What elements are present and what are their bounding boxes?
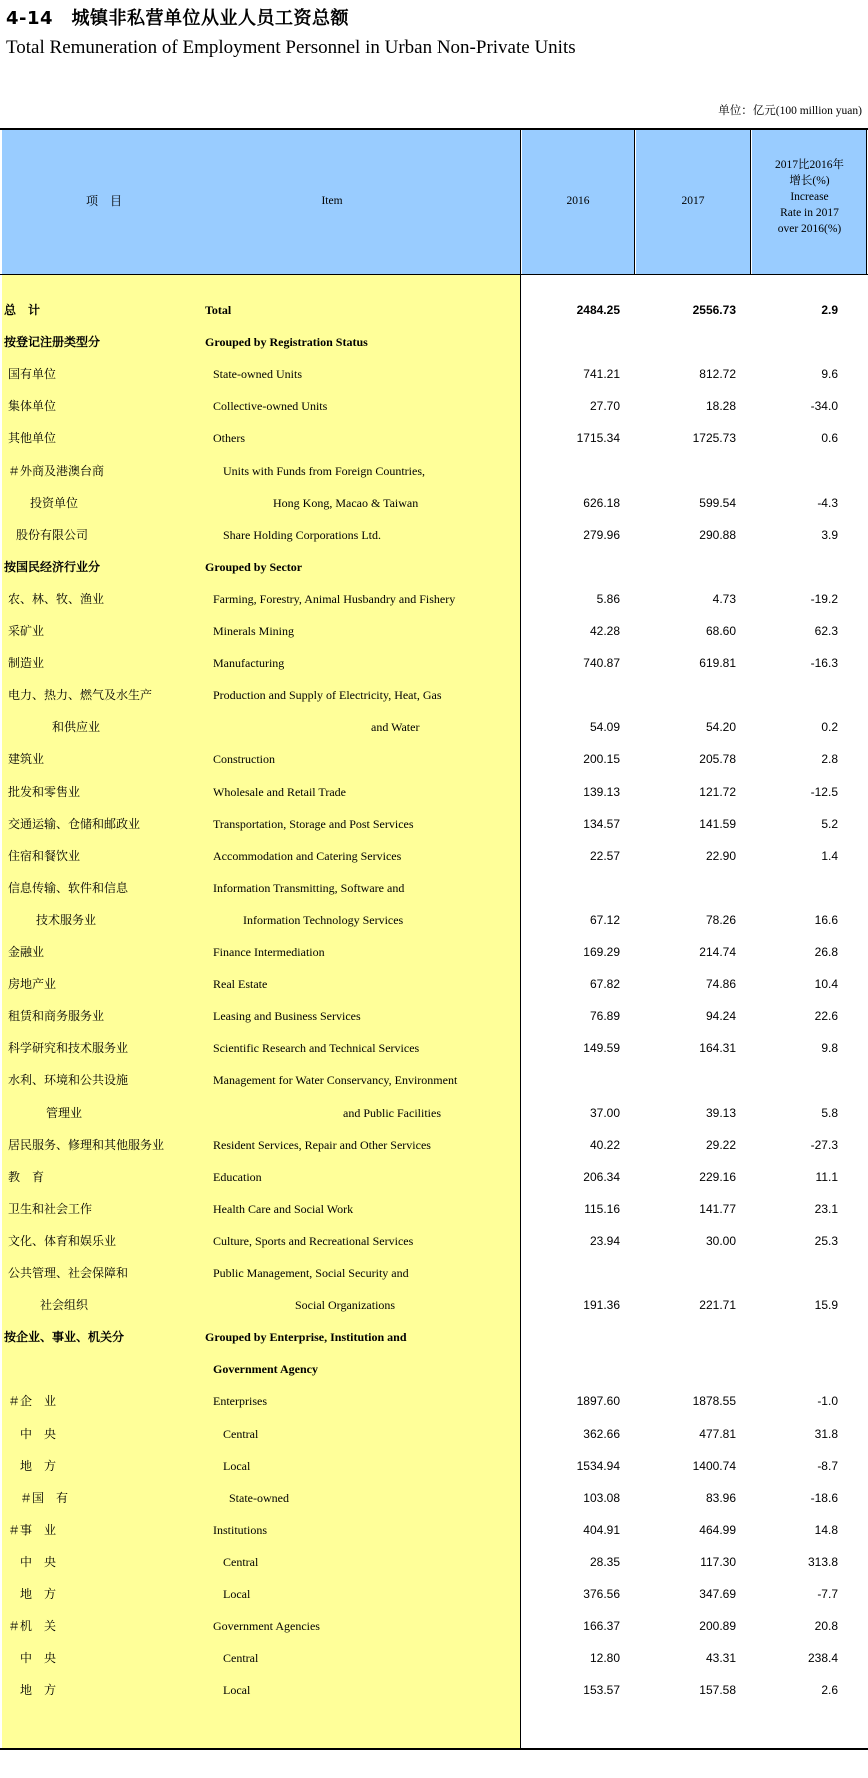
row-label-en: Enterprises [213,1394,267,1409]
value-growth-rate: 31.8 [814,1426,838,1441]
row-label-en: Grouped by Registration Status [205,335,368,350]
value-2017: 30.00 [705,1233,736,1248]
header-rate [752,157,867,237]
value-growth-rate: -18.6 [810,1490,838,1505]
row-label-en: State-owned Units [213,367,302,382]
row-label-en: Grouped by Enterprise, Institution and [205,1330,407,1345]
table-row [0,1516,868,1544]
table-row [0,296,868,324]
row-label-en: Information Transmitting, Software and [213,880,405,895]
row-label-cn: 科学研究和技术服务业 [8,1041,129,1056]
value-2016: 67.82 [589,977,620,992]
row-label-en: Health Care and Social Work [213,1201,354,1216]
row-label-cn: 制造业 [8,656,45,671]
row-label-en: Collective-owned Units [213,399,328,414]
value-2016: 23.94 [589,1233,620,1248]
row-label-en: Farming, Forestry, Animal Husbandry and Fishery [213,591,456,606]
row-label-cn: 地 方 [20,1683,57,1698]
row-label-cn: 信息传输、软件和信息 [8,880,129,895]
table-row [0,1034,868,1062]
row-label-en: Production and Supply of Electricity, Heat, Gas [213,688,442,703]
value-2017: 619.81 [699,656,736,671]
value-2016: 40.22 [589,1137,620,1152]
value-2017: 164.31 [699,1041,736,1056]
row-label-en: Total [205,303,232,317]
table-row [0,842,868,870]
table-row [0,1580,868,1608]
value-growth-rate: 22.6 [814,1009,838,1024]
value-2016: 2484.25 [576,303,620,317]
column-divider [866,128,867,274]
table-row [0,1612,868,1640]
value-2017: 347.69 [699,1587,736,1601]
header-item-cn: 项 目 [85,194,122,208]
row-label-en: Management for Water Conservancy, Environment [213,1073,458,1088]
row-label-en: Local [223,1587,251,1601]
table-row [0,713,868,741]
value-2017: 1878.55 [692,1394,736,1409]
row-label-en: Culture, Sports and Recreational Services [213,1233,414,1248]
row-label-cn: 金融业 [8,945,45,959]
row-label-cn: 农、林、牧、渔业 [8,591,105,606]
table-row [0,681,868,709]
row-label-en: Social Organizations [295,1298,396,1313]
row-label-en: Leasing and Business Services [213,1009,361,1024]
row-label-cn: 集体单位 [8,399,57,414]
row-label-cn: 文化、体育和娱乐业 [8,1233,117,1248]
value-2016: 149.59 [583,1041,620,1056]
value-2017: 74.86 [705,977,736,992]
value-growth-rate: 9.6 [821,367,838,382]
value-growth-rate: 16.6 [814,912,838,927]
header-rate-line: 增长(%) [789,175,830,187]
value-2017: 68.60 [705,624,736,638]
table-row [0,1644,868,1672]
value-growth-rate: -12.5 [810,784,838,799]
row-label-cn: 卫生和社会工作 [8,1201,93,1216]
value-growth-rate: 5.8 [821,1105,838,1120]
row-label-cn: 技术服务业 [36,912,97,927]
statistics-table [0,128,868,1750]
row-label-cn: 中 央 [20,1554,57,1569]
row-label-cn: 其他单位 [8,431,57,446]
row-label-cn: 投资单位 [30,495,79,510]
header-item-en: Item [321,195,343,207]
table-row [0,617,868,645]
table-row [0,489,868,517]
header-rule [0,274,868,275]
column-divider [634,128,635,274]
table-row [0,521,868,549]
value-2017: 157.58 [699,1683,736,1698]
value-2016: 191.36 [583,1298,620,1313]
value-2016: 54.09 [589,720,620,735]
value-2017: 214.74 [699,945,736,959]
row-label-en: Construction [213,752,275,767]
table-row [0,906,868,934]
row-label-cn: ＃企 业 [8,1394,57,1409]
value-2016: 362.66 [583,1426,620,1441]
row-label-en: Manufacturing [213,656,285,671]
value-2017: 812.72 [699,367,736,382]
table-row [0,424,868,452]
value-growth-rate: 62.3 [814,624,838,638]
value-growth-rate: 2.6 [821,1683,838,1698]
value-growth-rate: 2.8 [821,752,838,767]
value-2016: 139.13 [583,784,620,799]
value-2017: 83.96 [705,1490,736,1505]
row-label-en: Public Management, Social Security and [213,1266,409,1280]
value-growth-rate: 1.4 [821,848,838,863]
row-label-en: Grouped by Sector [205,559,303,574]
table-row [0,1548,868,1576]
row-label-en: Scientific Research and Technical Services [213,1041,420,1056]
row-label-cn: 住宿和餐饮业 [8,848,81,863]
table-row [0,778,868,806]
value-2017: 221.71 [699,1298,736,1313]
table-row [0,1131,868,1159]
row-label-en: Others [213,431,245,446]
value-2016: 376.56 [583,1587,620,1601]
table-row [0,1676,868,1704]
row-label-en: Hong Kong, Macao & Taiwan [273,495,419,510]
column-divider [750,128,751,274]
table-row [0,970,868,998]
row-label-cn: 房地产业 [8,977,57,992]
table-row [0,1099,868,1127]
value-growth-rate: 0.6 [821,431,838,446]
row-label-cn: 建筑业 [8,752,45,767]
value-2017: 4.73 [712,591,736,606]
value-2017: 43.31 [705,1651,736,1666]
row-label-en: Institutions [213,1522,268,1537]
value-2016: 42.28 [589,624,620,638]
row-label-cn: 采矿业 [8,624,45,638]
header-rate-line: over 2016(%) [777,223,842,235]
table-row [0,553,868,581]
value-2016: 67.12 [589,912,620,927]
value-2017: 141.59 [699,816,736,831]
table-row [0,745,868,773]
row-label-en: Share Holding Corporations Ltd. [223,527,381,542]
value-2017: 229.16 [699,1169,736,1184]
value-2016: 206.34 [583,1169,620,1184]
row-label-cn: 按登记注册类型分 [4,335,101,350]
row-label-en: Central [223,1426,259,1441]
row-label-cn: 租赁和商务服务业 [8,1009,105,1024]
row-label-cn: 按企业、事业、机关分 [4,1330,125,1345]
table-title-cn: 4-14 城镇非私营单位从业人员工资总额 [6,8,350,29]
header-2016-cell [522,128,634,274]
value-growth-rate: -7.7 [817,1587,838,1601]
value-2016: 115.16 [584,1201,620,1216]
value-2016: 27.70 [589,399,620,414]
row-label-en: Finance Intermediation [213,945,325,959]
row-label-cn: 和供应业 [52,720,101,735]
value-2017: 94.24 [705,1009,736,1024]
value-2017: 2556.73 [692,303,736,317]
value-2017: 290.88 [699,527,736,542]
value-2016: 1534.94 [576,1458,620,1473]
table-row [0,1163,868,1191]
table-row [0,1452,868,1480]
row-label-cn: ＃国 有 [20,1490,69,1505]
table-row [0,1355,868,1383]
row-label-en: Information Technology Services [243,912,404,927]
table-title-en: Total Remuneration of Employment Personnel in Urban Non-Private Units [6,37,576,58]
header-2017-cell [636,128,750,274]
header-rate-cell [752,128,867,274]
value-growth-rate: -8.7 [817,1458,838,1473]
row-label-cn: 水利、环境和公共设施 [8,1073,129,1088]
row-label-en: Central [223,1554,259,1569]
table-row [0,585,868,613]
value-2017: 200.89 [699,1619,736,1634]
value-growth-rate: -34.0 [810,399,838,414]
value-2016: 404.91 [583,1522,620,1537]
table-row [0,1002,868,1030]
row-label-cn: ＃机 关 [8,1619,57,1634]
value-growth-rate: 2.9 [821,303,838,317]
value-2016: 1897.60 [576,1394,620,1409]
row-label-en: Minerals Mining [213,624,294,638]
row-label-cn: 中 央 [20,1426,57,1441]
row-label-en: and Water [371,720,420,735]
value-growth-rate: -19.2 [810,591,838,606]
value-2016: 626.18 [583,495,620,510]
header-rate-line: Increase [790,191,829,203]
value-2017: 29.22 [705,1137,736,1152]
row-label-cn: 中 央 [20,1651,57,1666]
value-2017: 477.81 [699,1426,736,1441]
value-2016: 166.37 [583,1619,620,1634]
value-2017: 18.28 [705,399,736,414]
value-growth-rate: -27.3 [810,1137,838,1152]
table-row [0,392,868,420]
value-2017: 1400.74 [692,1458,736,1473]
value-2016: 5.86 [596,591,620,606]
table-row [0,457,868,485]
row-label-en: Resident Services, Repair and Other Services [213,1137,431,1152]
value-2016: 22.57 [589,848,620,863]
table-row [0,1387,868,1415]
row-label-cn: 社会组织 [40,1298,89,1313]
value-2017: 54.20 [705,720,736,735]
table-row [0,1420,868,1448]
value-2016: 200.15 [583,752,620,767]
header-rate-line: 2017比2016年 [775,159,844,171]
row-label-cn: 股份有限公司 [16,527,89,542]
value-2017: 205.78 [699,752,736,767]
table-row [0,1259,868,1287]
value-2017: 121.72 [699,784,736,799]
value-growth-rate: 25.3 [814,1233,838,1248]
value-2017: 464.99 [699,1522,736,1537]
unit-note: 单位：亿元(100 million yuan) [718,105,862,117]
value-growth-rate: 11.1 [815,1169,838,1184]
table-row [0,328,868,356]
header-2017: 2017 [681,195,705,207]
row-label-en: Central [223,1651,259,1666]
row-label-cn: 电力、热力、燃气及水生产 [8,688,153,703]
row-label-en: and Public Facilities [343,1105,441,1120]
value-2017: 117.30 [700,1554,736,1569]
table-row [0,1227,868,1255]
value-2016: 153.57 [583,1683,620,1698]
row-label-cn: 交通运输、仓储和邮政业 [8,816,141,831]
row-label-cn: 批发和零售业 [8,784,81,799]
row-label-cn: 国有单位 [8,367,57,382]
row-label-cn: 总 计 [4,303,41,317]
row-label-cn: 管理业 [46,1105,83,1120]
row-label-en: Education [213,1169,262,1184]
table-row [0,874,868,902]
row-label-en: Wholesale and Retail Trade [213,784,346,799]
value-2017: 1725.73 [692,431,736,446]
value-2016: 28.35 [589,1554,620,1569]
header-item-cell [2,128,520,274]
table-row [0,1291,868,1319]
value-growth-rate: 0.2 [821,720,838,735]
table-row [0,938,868,966]
value-growth-rate: 15.9 [814,1298,838,1313]
value-growth-rate: 9.8 [821,1041,838,1056]
row-label-en: Real Estate [213,977,268,992]
value-2016: 37.00 [589,1105,620,1120]
row-label-cn: 公共管理、社会保障和 [8,1266,129,1280]
table-row [0,1323,868,1351]
row-label-en: State-owned [229,1490,289,1505]
table-row [0,1195,868,1223]
top-rule [0,128,868,130]
table-row [0,810,868,838]
bottom-rule [0,1748,868,1750]
value-growth-rate: -1.0 [817,1394,838,1409]
table-row [0,360,868,388]
row-label-en: Local [223,1683,251,1698]
row-label-cn: ＃外商及港澳台商 [8,463,105,478]
row-label-cn: ＃事 业 [8,1522,57,1537]
value-2016: 12.80 [589,1651,620,1666]
value-growth-rate: 313.8 [807,1554,838,1569]
value-2016: 279.96 [583,527,620,542]
header-2016: 2016 [566,195,590,207]
value-2017: 39.13 [705,1105,736,1120]
table-row [0,649,868,677]
value-growth-rate: 26.8 [814,945,838,959]
row-label-cn: 教 育 [8,1169,45,1184]
row-label-cn: 地 方 [20,1587,57,1601]
row-label-cn: 按国民经济行业分 [4,559,101,574]
value-growth-rate: 10.4 [814,977,838,992]
row-label-en: Local [223,1458,251,1473]
value-2016: 1715.34 [576,431,620,446]
value-2017: 599.54 [699,495,736,510]
value-growth-rate: 23.1 [814,1201,838,1216]
value-2016: 103.08 [583,1490,620,1505]
row-label-cn: 居民服务、修理和其他服务业 [8,1137,165,1152]
header-rate-line: Rate in 2017 [780,207,839,219]
value-2016: 134.57 [583,816,620,831]
row-label-en: Government Agency [213,1362,318,1377]
row-label-en: Accommodation and Catering Services [213,848,402,863]
value-2016: 741.21 [583,367,620,382]
value-2017: 141.77 [699,1201,736,1216]
value-growth-rate: 20.8 [814,1619,838,1634]
row-label-en: Transportation, Storage and Post Services [213,816,414,831]
table-row [0,1484,868,1512]
value-2017: 78.26 [705,912,736,927]
value-2016: 76.89 [589,1009,620,1024]
value-2016: 740.87 [583,656,620,671]
value-growth-rate: 5.2 [821,816,838,831]
row-label-cn: 地 方 [20,1458,57,1473]
value-growth-rate: 238.4 [807,1651,838,1666]
table-row [0,1066,868,1094]
value-growth-rate: -16.3 [810,656,838,671]
value-2017: 22.90 [705,848,736,863]
row-label-en: Government Agencies [213,1619,320,1634]
value-growth-rate: 14.8 [814,1522,838,1537]
value-2016: 169.29 [583,945,620,959]
value-growth-rate: 3.9 [821,527,838,542]
row-label-en: Units with Funds from Foreign Countries, [223,463,426,478]
value-growth-rate: -4.3 [817,495,838,510]
